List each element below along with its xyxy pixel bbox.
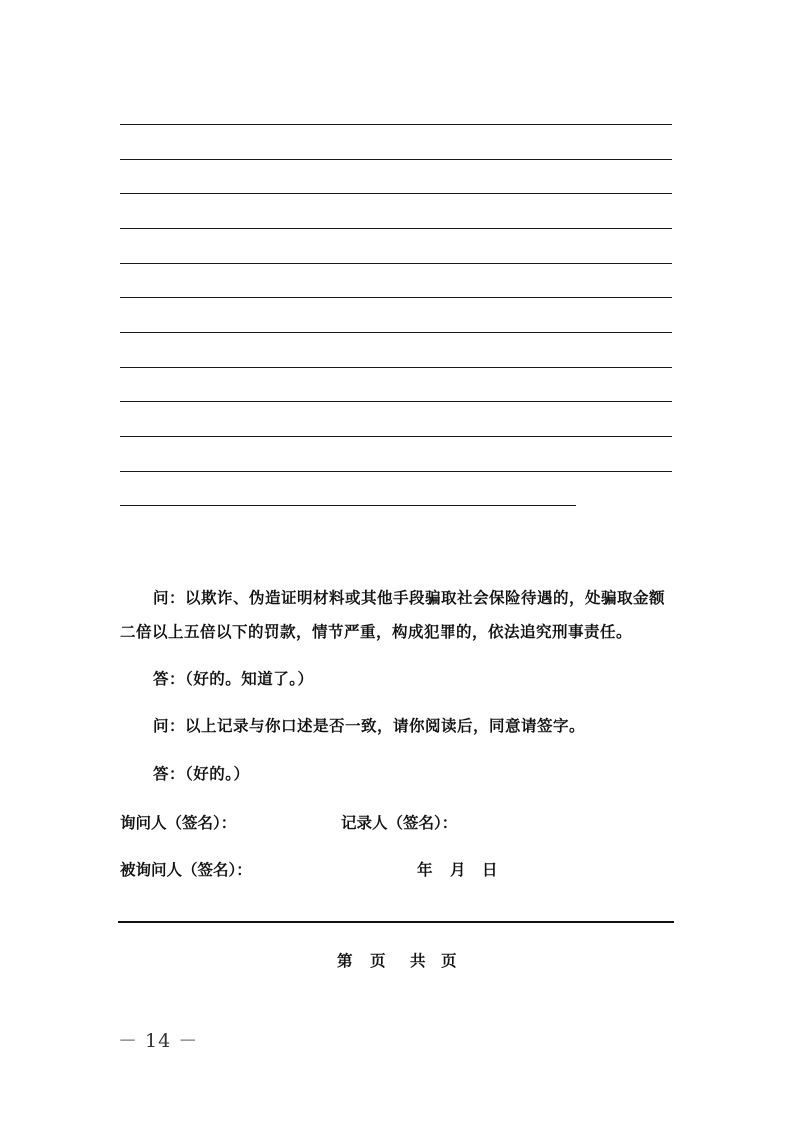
ruled-line: [120, 436, 672, 437]
ruled-line: [120, 193, 672, 194]
footer-ye-total: 页: [441, 951, 457, 970]
ruled-line: [120, 124, 672, 125]
ruled-line: [120, 332, 672, 333]
blank-answer-lines: [0, 0, 793, 520]
interviewee-signature-label: 被询问人（签名）：: [120, 860, 252, 879]
question-1-line-2: 二倍以上五倍以下的罚款，情节严重，构成犯罪的，依法追究刑事责任。: [120, 622, 633, 641]
ruled-line: [120, 401, 672, 402]
question-2: 问：以上记录与你口述是否一致，请你阅读后，同意请签字。: [153, 716, 586, 735]
ruled-line-short: [120, 505, 576, 506]
ruled-line: [120, 297, 672, 298]
date-day: 日: [482, 860, 498, 879]
recorder-signature-label: 记录人（签名）：: [341, 813, 458, 832]
ruled-line: [120, 471, 672, 472]
ruled-line: [120, 367, 672, 368]
footer-ye: 页: [370, 951, 386, 970]
answer-1: 答：（好的。知道了。）: [153, 669, 314, 688]
ruled-line: [120, 228, 672, 229]
answer-2: 答：（好的。）: [153, 764, 250, 783]
question-1-line-1: 问：以欺诈、伪造证明材料或其他手段骗取社会保险待遇的，处骗取金额: [153, 588, 666, 607]
page-number: － 14 －: [118, 1030, 199, 1052]
ruled-line: [120, 263, 672, 264]
footer-gong: 共: [410, 951, 426, 970]
ruled-line: [120, 159, 672, 160]
footer-rule: [118, 921, 674, 923]
footer-di: 第: [337, 951, 353, 970]
interviewer-signature-label: 询问人（签名）：: [120, 813, 237, 832]
date-month: 月: [450, 860, 466, 879]
date-year: 年: [417, 860, 433, 879]
